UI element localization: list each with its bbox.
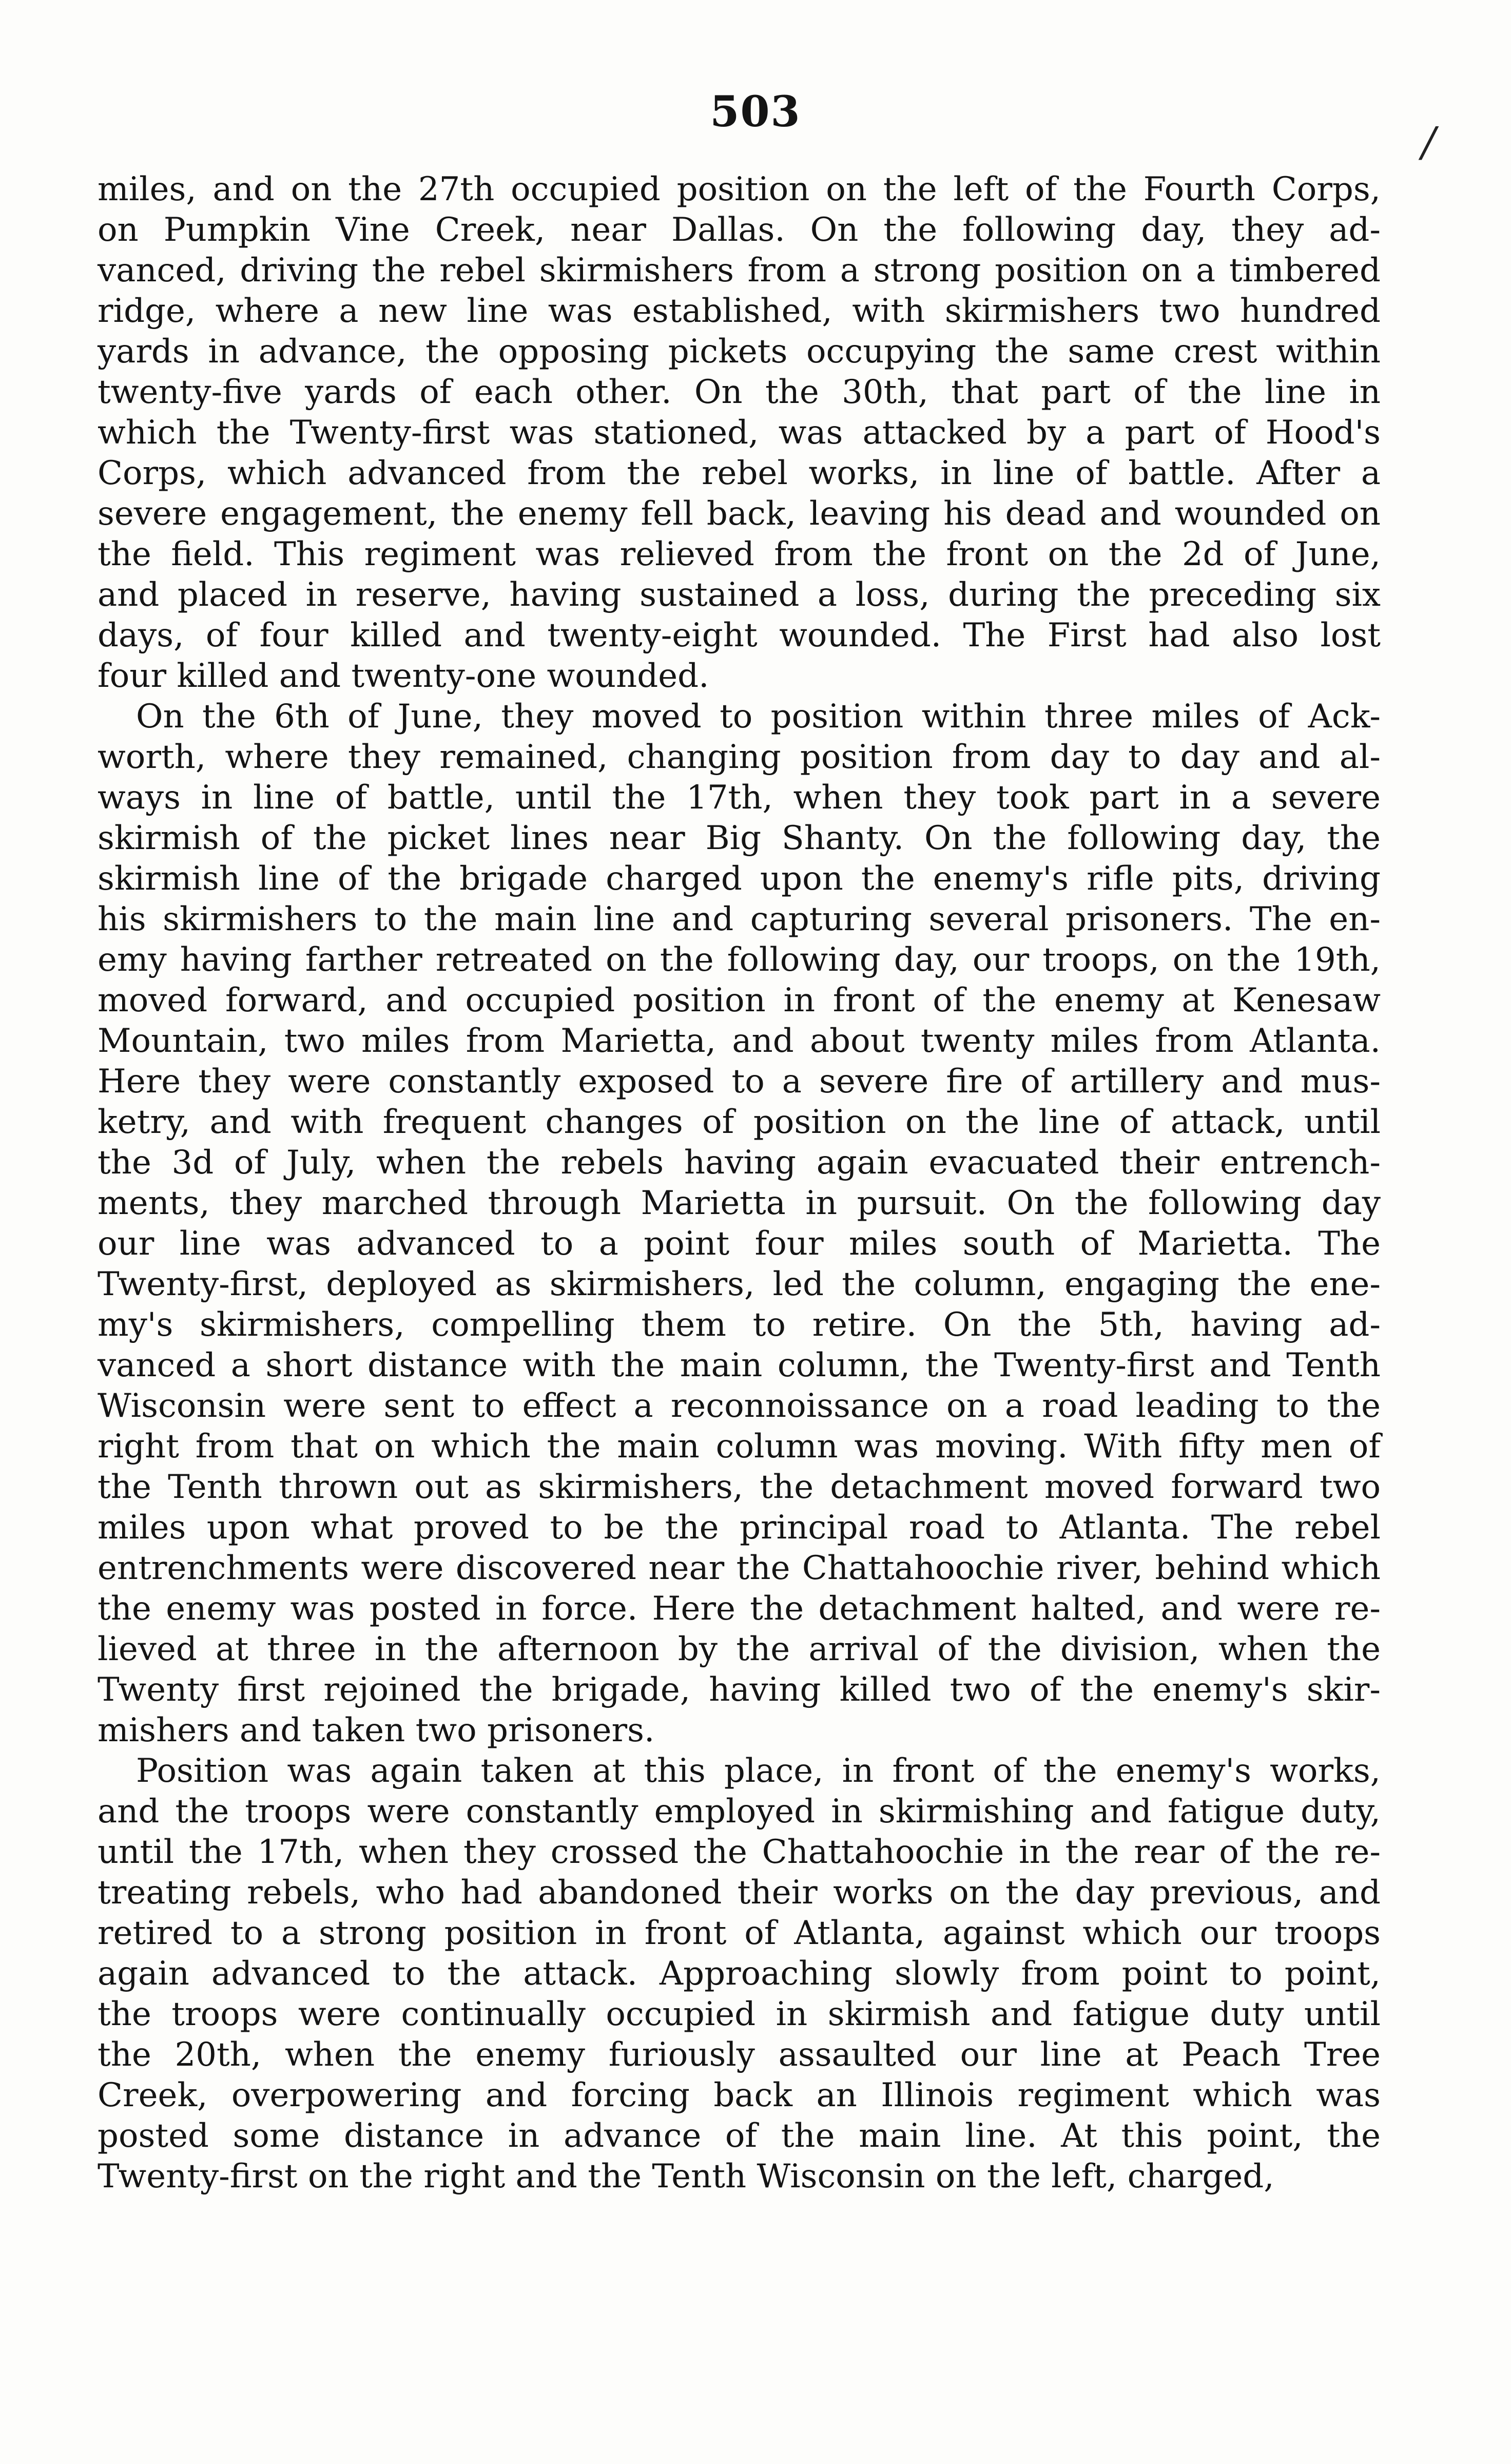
text-line: and placed in reserve, having sustained a loss, during the preceding six	[98, 576, 1381, 614]
text-line: On the 6th of June, they moved to position within three miles of Ack-	[136, 698, 1381, 736]
text-line: which the Twenty-first was stationed, was attacked by a part of Hood's	[98, 414, 1381, 452]
text-line: Creek, overpowering and forcing back an Illinois regiment which was	[98, 2076, 1381, 2114]
text-line: mishers and taken two prisoners.	[98, 1711, 655, 1749]
text-line: worth, where they remained, changing position from day to day and al-	[98, 738, 1381, 776]
text-line: skirmish line of the brigade charged upon the enemy's rifle pits, driving	[98, 860, 1381, 898]
text-line: Corps, which advanced from the rebel works, in line of battle. After a	[98, 454, 1381, 492]
text-line: ments, they marched through Marietta in pursuit. On the following day	[98, 1184, 1381, 1222]
text-line: Twenty first rejoined the brigade, having killed two of the enemy's skir-	[98, 1671, 1381, 1709]
text-line: Twenty-first, deployed as skirmishers, led the column, engaging the ene-	[98, 1265, 1381, 1303]
text-line: skirmish of the picket lines near Big Shanty. On the following day, the	[98, 819, 1381, 857]
text-line: his skirmishers to the main line and capturing several prisoners. The en-	[98, 900, 1381, 938]
text-line: the troops were continually occupied in skirmish and fatigue duty until	[98, 1995, 1381, 2033]
text-line: ketry, and with frequent changes of position on the line of attack, until	[98, 1103, 1381, 1141]
text-line: posted some distance in advance of the main line. At this point, the	[98, 2117, 1381, 2155]
text-line: lieved at three in the afternoon by the arrival of the division, when the	[98, 1630, 1381, 1668]
text-line: ridge, where a new line was established, with skirmishers two hundred	[98, 292, 1381, 330]
text-line: the Tenth thrown out as skirmishers, the detachment moved forward two	[98, 1468, 1381, 1506]
text-line: our line was advanced to a point four miles south of Marietta. The	[98, 1225, 1381, 1263]
text-line: vanced, driving the rebel skirmishers from a strong position on a timbered	[98, 252, 1381, 290]
text-line: the field. This regiment was relieved from the front on the 2d of June,	[98, 535, 1381, 573]
text-line: the 20th, when the enemy furiously assaulted our line at Peach Tree	[98, 2036, 1381, 2074]
margin-mark: /	[1422, 118, 1436, 166]
text-line: treating rebels, who had abandoned their works on the day previous, and	[98, 1874, 1381, 1912]
text-line: Here they were constantly exposed to a severe fire of artillery and mus-	[98, 1063, 1381, 1101]
text-line: severe engagement, the enemy fell back, leaving his dead and wounded on	[98, 495, 1381, 533]
text-line: right from that on which the main column was moving. With fifty men of	[98, 1428, 1381, 1466]
text-line: ways in line of battle, until the 17th, when they took part in a severe	[98, 779, 1381, 817]
page-number: 503	[710, 87, 801, 137]
text-line: again advanced to the attack. Approaching slowly from point to point,	[98, 1955, 1381, 1993]
text-line: moved forward, and occupied position in front of the enemy at Kenesaw	[98, 981, 1381, 1019]
text-line: days, of four killed and twenty-eight wounded. The First had also lost	[98, 617, 1381, 654]
text-line: the 3d of July, when the rebels having again evacuated their entrench-	[98, 1144, 1381, 1182]
text-line: twenty-five yards of each other. On the 30th, that part of the line in	[98, 373, 1381, 411]
text-line: my's skirmishers, compelling them to retire. On the 5th, having ad-	[98, 1306, 1381, 1344]
text-line: emy having farther retreated on the following day, our troops, on the 19th,	[98, 941, 1381, 979]
text-line: until the 17th, when they crossed the Chattahoochie in the rear of the re-	[98, 1833, 1381, 1871]
text-line: retired to a strong position in front of Atlanta, against which our troops	[98, 1914, 1381, 1952]
text-line: Twenty-first on the right and the Tenth Wisconsin on the left, charged,	[98, 2158, 1274, 2196]
text-line: vanced a short distance with the main column, the Twenty-first and Tenth	[98, 1346, 1381, 1384]
text-line: and the troops were constantly employed in skirmishing and fatigue duty,	[98, 1793, 1381, 1831]
text-line: the enemy was posted in force. Here the detachment halted, and were re-	[98, 1590, 1381, 1628]
text-line: miles upon what proved to be the principal road to Atlanta. The rebel	[98, 1509, 1381, 1547]
body-text	[98, 169, 1381, 2197]
text-line: entrenchments were discovered near the Chattahoochie river, behind which	[98, 1549, 1381, 1587]
text-line: four killed and twenty-one wounded.	[98, 657, 709, 695]
text-line: miles, and on the 27th occupied position on the left of the Fourth Corps,	[98, 170, 1381, 208]
text-line: Wisconsin were sent to effect a reconnoissance on a road leading to the	[98, 1387, 1381, 1425]
text-line: yards in advance, the opposing pickets occupying the same crest within	[98, 333, 1381, 371]
text-line: Position was again taken at this place, in front of the enemy's works,	[136, 1752, 1381, 1790]
text-line: Mountain, two miles from Marietta, and about twenty miles from Atlanta.	[98, 1022, 1381, 1060]
text-line: on Pumpkin Vine Creek, near Dallas. On the following day, they ad-	[98, 211, 1381, 249]
